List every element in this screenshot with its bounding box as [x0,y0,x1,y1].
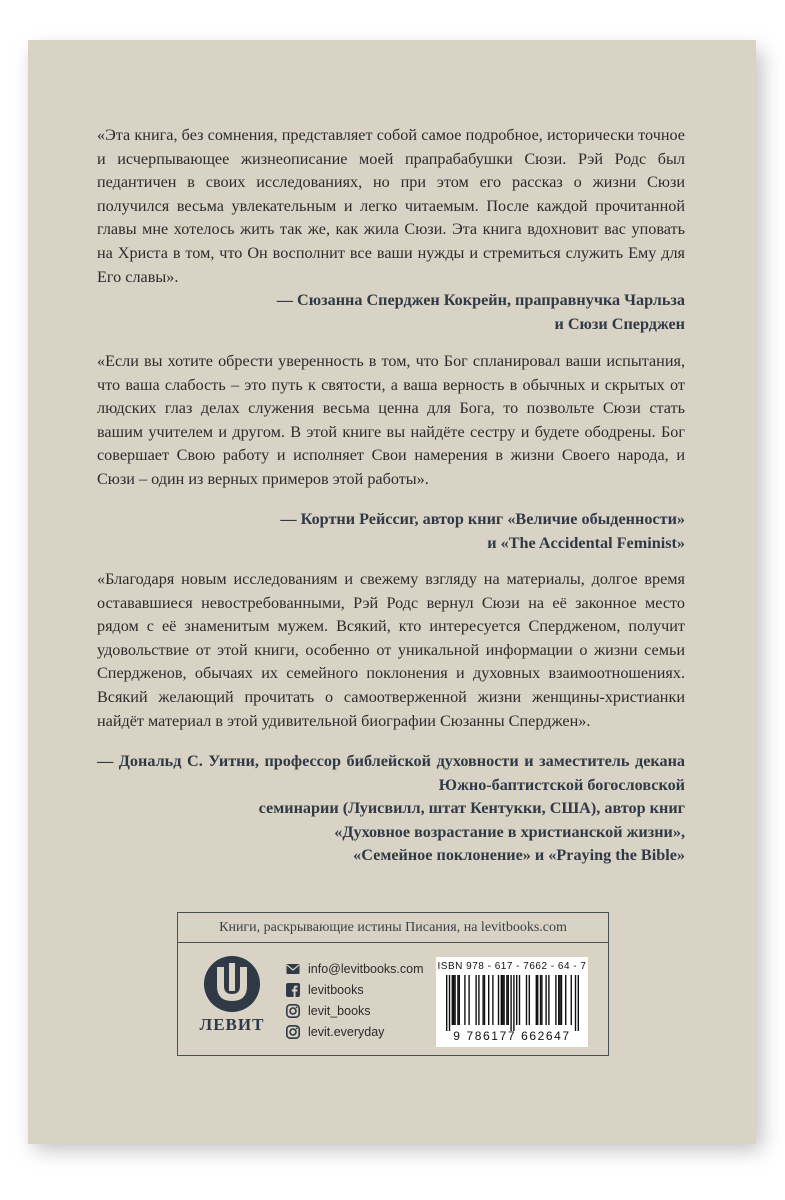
barcode-bar [503,975,504,1025]
barcode-bar [464,975,465,1025]
contact-text: levitbooks [308,983,364,997]
barcode-bar [548,975,549,1025]
logo-text: ЛЕВИТ [199,1015,265,1034]
contact-facebook[interactable] [286,980,424,1000]
barcode-bar [502,975,503,1025]
contact-instagram-everyday[interactable] [286,1022,424,1042]
barcode-bar [457,975,458,1025]
barcode-bar [492,975,493,1025]
barcode-bar [510,975,511,1031]
barcode-digits: 9 786177 662647 [453,1029,571,1043]
quote-1-attribution [97,289,685,336]
isbn-text: ISBN 978 - 617 - 7662 - 64 - 7 [437,961,587,972]
barcode-bar [575,975,576,1031]
barcode-bar [561,975,562,1025]
barcode-bar [488,975,489,1025]
barcode-bar [537,975,538,1025]
footer-heading: Книги, раскрывающие истины Писания, на levitbooks.com [178,913,608,943]
publisher-footer [177,912,609,1056]
contact-list [286,959,424,1043]
instagram-icon [286,1004,300,1018]
contact-text: levit_books [308,1004,371,1018]
barcode-bar [516,975,517,1025]
barcode-bar [508,975,509,1025]
attribution-line: и «The Accidental Feminist» [487,533,685,552]
barcode-bar [446,975,447,1031]
barcode-bar [513,975,514,1031]
levit-logo-icon [196,953,268,1015]
barcode-bars [436,975,588,1031]
attribution-line: и Сюзи Сперджен [554,314,685,333]
barcode-bar [468,975,469,1025]
barcode-bar [578,975,579,1031]
barcode-bar [498,975,499,1025]
barcode-bar [555,975,556,1025]
barcode-bar [565,975,566,1025]
attribution-line: «Семейное поклонение» и «Praying the Bible» [353,846,685,865]
instagram-icon [286,1025,300,1039]
barcode-bar [484,975,485,1025]
barcode-bar [545,975,546,1025]
attribution-line: семинарии (Луисвилл, штат Кентукки, США), автор книг [258,799,685,818]
barcode-bar [541,975,542,1025]
barcode-bar [475,975,476,1025]
isbn-barcode [436,957,588,1047]
contact-text: levit.everyday [308,1025,385,1039]
barcode-bar [506,975,507,1025]
contact-instagram[interactable] [286,1001,424,1021]
facebook-icon [286,983,300,997]
barcode-bar [558,975,559,1025]
barcode-bar [526,975,527,1025]
contact-email[interactable] [286,959,424,979]
attribution-line: «Духовное возрастание в христианской жизни», [334,822,685,841]
contact-text: info@levitbooks.com [308,962,424,976]
barcode-bar [452,975,453,1025]
quote-3-attribution [97,750,685,868]
barcode-bar [454,975,455,1025]
barcode-bar [529,975,530,1025]
barcode-bar [453,975,454,1025]
barcode-bar [449,975,450,1031]
quote-2-attribution [97,508,685,555]
email-icon [286,962,300,976]
barcode-bar [540,975,541,1025]
attribution-line: — Сюзанна Сперджен Кокрейн, праправнучка Чарльза [276,291,685,309]
barcode-bar [459,975,460,1025]
barcode-bar [519,975,520,1025]
attribution-line: — Кортни Рейссиг, автор книг «Величие обыденности» [280,510,685,528]
barcode-bar [478,975,479,1025]
quote-1-text: «Эта книга, без сомнения, представляет собой самое подробное, исторически точное и исчерпывающее жизнеописание моей прапрабабушки Сюзи. Рэй Родс был педантичен в своих исследованиях, но при этом его рассказ о жизни Сюзи получился весьма увлекательным и легко читаемым. После каждой прочитанной главы мне хотелось жить так же, как жила Сюзи. Эта книга вдохновит вас уповать на Христа в том, что Он восполнит все ваши нужды и стремиться служить Ему для Его славы». [97,126,685,286]
barcode-bar [536,975,537,1025]
quote-2-text: «Если вы хотите обрести уверенность в том, что Бог спланировал ваши испытания, что ваша слабость – это путь к святости, а ваша верность в обычных и скрытых от людских глаз делах служения весьма ценна для Бога, то позвольте Сюзи стать вашим учителем и другом. В этой книге вы найдёте сестру и будете ободрены. Бог совершает Свою работу и исполняет Свои намерения в жизни Своего народа, и Сюзи – один из верных примеров этой работы». [97,352,685,488]
attribution-line: — Дональд С. Уитни, профессор библейской духовности и заместитель декана Южно-баптистской богословской [97,752,685,794]
levit-logo [196,953,268,1041]
barcode-bar [501,975,502,1025]
barcode-bar [482,975,483,1025]
quote-3-text: «Благодаря новым исследованиям и свежему взгляду на материалы, долгое время остававшиеся невостребованными, Рэй Родс вернул Сюзи на её законное место рядом с её знаменитым мужем. Всякий, кто интересуется Сперджeном, получит удовольствие от этой книги, особенно от уникальной информации о жизни семьи Сперджeнов, обычаях их семейного поклонения и духовных взаимоотношениях. Всякий желающий прочитать о самоотверженной жизни женщины-христианки найдёт материал в этой удивительной биографии Сюзанны Сперджен». [97,570,685,730]
barcode-bar [571,975,572,1025]
barcode-bar [559,975,560,1025]
